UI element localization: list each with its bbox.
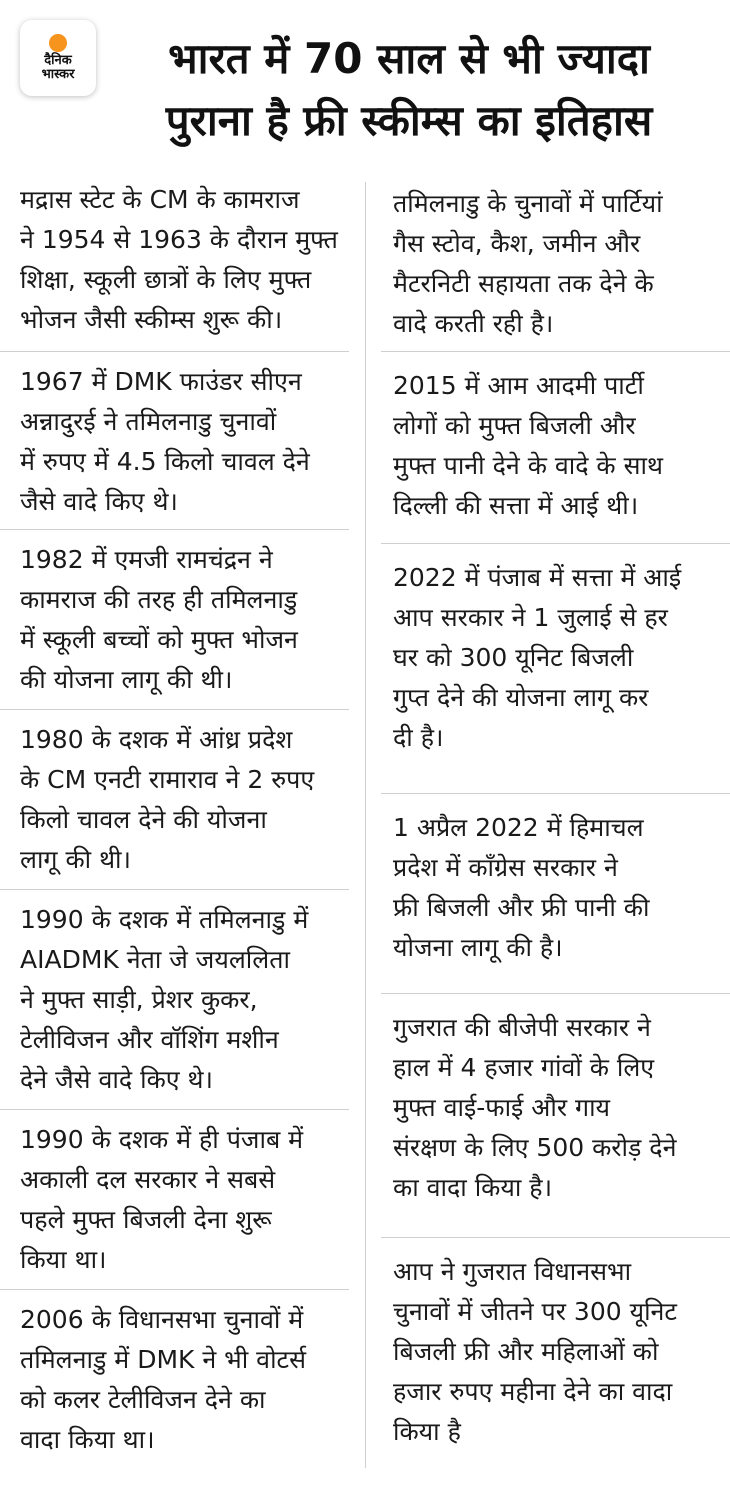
fact-line: आप सरकार ने 1 जुलाई से हर — [393, 603, 668, 632]
fact-line: के CM एनटी रामाराव ने 2 रुपए — [20, 765, 315, 794]
fact-line: अन्नादुरई ने तमिलनाडु चुनावों — [20, 407, 277, 436]
fact-line: को कलर टेलीविजन देने का — [20, 1385, 266, 1414]
fact-line: बिजली फ्री और महिलाओं को — [393, 1337, 659, 1366]
title-line1: भारत में 70 साल से भी ज्यादा — [168, 34, 650, 83]
fact-line: का वादा किया है। — [393, 1173, 553, 1202]
fact-line: मुफ्त वाई-फाई और गाय — [393, 1093, 611, 1122]
fact-line: में रुपए में 4.5 किलो चावल देने — [20, 447, 310, 476]
fact-line: दिल्ली की सत्ता में आई थी। — [393, 491, 639, 520]
dainik-bhaskar-logo — [20, 20, 96, 96]
fact-line: वादे करती रही है। — [393, 309, 554, 338]
fact-line: कामराज की तरह ही तमिलनाडु — [20, 585, 298, 614]
fact-line: गुजरात की बीजेपी सरकार ने — [393, 1013, 651, 1042]
fact-line: टेलीविजन और वॉशिंग मशीन — [20, 1025, 279, 1054]
fact-line: भोजन जैसी स्कीम्स शुरू की। — [20, 305, 283, 334]
fact-line: AIADMK नेता जे जयललिता — [20, 945, 290, 974]
fact-line: आप ने गुजरात विधानसभा — [393, 1257, 632, 1286]
fact-line: चुनावों में जीतने पर 300 यूनिट — [393, 1297, 678, 1326]
fact-line: 2006 के विधानसभा चुनावों में — [20, 1305, 304, 1334]
fact-line: घर को 300 यूनिट बिजली — [393, 643, 634, 672]
fact-line: देने जैसे वादे किए थे। — [20, 1065, 213, 1094]
page-title — [96, 28, 722, 152]
fact-line: मैटरनिटी सहायता तक देने के — [393, 269, 654, 298]
fact-line: पहले मुफ्त बिजली देना शुरू — [20, 1205, 272, 1234]
fact-line: 1 अप्रैल 2022 में हिमाचल — [393, 813, 644, 842]
fact-card — [0, 352, 349, 530]
fact-line: किलो चावल देने की योजना — [20, 805, 267, 834]
fact-card — [381, 352, 730, 544]
fact-card — [0, 710, 349, 890]
fact-line: योजना लागू की है। — [393, 933, 563, 962]
fact-card — [381, 544, 730, 794]
fact-line: अकाली दल सरकार ने सबसे — [20, 1165, 276, 1194]
fact-line: शिक्षा, स्कूली छात्रों के लिए मुफ्त — [20, 265, 312, 294]
fact-line: 2015 में आम आदमी पार्टी — [393, 371, 644, 400]
fact-line: किया था। — [20, 1245, 107, 1274]
fact-line: मद्रास स्टेट के CM के कामराज — [20, 185, 300, 214]
fact-card — [381, 794, 730, 994]
fact-card — [0, 530, 349, 710]
fact-card — [381, 170, 730, 352]
logo-text-line2: भास्कर — [41, 67, 75, 82]
fact-card — [0, 890, 349, 1110]
fact-line: वादा किया था। — [20, 1425, 155, 1454]
logo-text-line1: दैनिक — [44, 53, 72, 68]
fact-line: मुफ्त पानी देने के वादे के साथ — [393, 451, 663, 480]
fact-line: में स्कूली बच्चों को मुफ्त भोजन — [20, 625, 298, 654]
fact-card — [381, 1238, 730, 1468]
fact-line: गैस स्टोव, कैश, जमीन और — [393, 229, 641, 258]
fact-line: प्रदेश में कॉंग्रेस सरकार ने — [393, 853, 618, 882]
fact-line: हाल में 4 हजार गांवों के लिए — [393, 1053, 655, 1082]
fact-line: लोगों को मुफ्त बिजली और — [393, 411, 636, 440]
fact-line: दी है। — [393, 723, 444, 752]
column-divider — [365, 182, 366, 1468]
fact-card — [0, 1110, 349, 1290]
header — [0, 0, 730, 168]
fact-line: गुप्त देने की योजना लागू कर — [393, 683, 649, 712]
sun-icon — [49, 34, 67, 52]
fact-line: तमिलनाडु में DMK ने भी वोटर्स — [20, 1345, 307, 1374]
fact-line: लागू की थी। — [20, 845, 131, 874]
fact-card — [0, 1290, 349, 1480]
fact-line: ने 1954 से 1963 के दौरान मुफ्त — [20, 225, 338, 254]
fact-line: किया है — [393, 1417, 461, 1446]
fact-line: 2022 में पंजाब में सत्ता में आई — [393, 563, 682, 592]
fact-line: फ्री बिजली और फ्री पानी की — [393, 893, 650, 922]
fact-line: तमिलनाडु के चुनावों में पार्टियां — [393, 189, 663, 218]
fact-line: 1982 में एमजी रामचंद्रन ने — [20, 545, 273, 574]
fact-line: की योजना लागू की थी। — [20, 665, 233, 694]
fact-line: 1980 के दशक में आंध्र प्रदेश — [20, 725, 293, 754]
fact-line: जैसे वादे किए थे। — [20, 487, 178, 516]
fact-card — [0, 170, 349, 352]
fact-card — [381, 994, 730, 1238]
fact-line: हजार रुपए महीना देने का वादा — [393, 1377, 673, 1406]
title-line2: पुराना है फ्री स्कीम्स का इतिहास — [165, 96, 653, 145]
fact-line: 1990 के दशक में तमिलनाडु में — [20, 905, 309, 934]
fact-line: ने मुफ्त साड़ी, प्रेशर कुकर, — [20, 985, 258, 1014]
fact-line: 1967 में DMK फाउंडर सीएन — [20, 367, 302, 396]
fact-line: 1990 के दशक में ही पंजाब में — [20, 1125, 304, 1154]
fact-line: संरक्षण के लिए 500 करोड़ देने — [393, 1133, 677, 1162]
